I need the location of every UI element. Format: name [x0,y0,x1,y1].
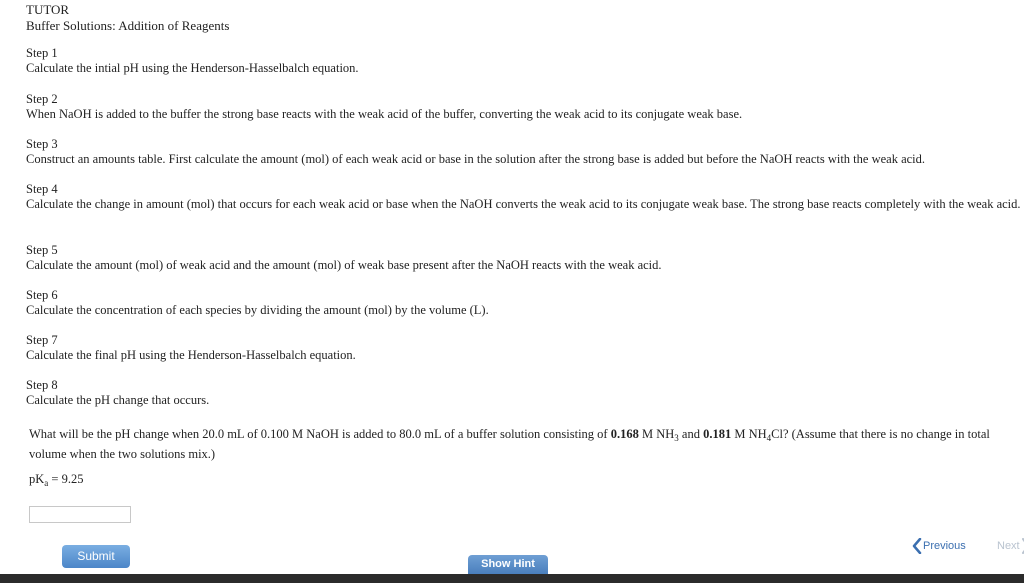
submit-button[interactable]: Submit [62,545,130,568]
step-label: Step 4 [26,182,58,196]
chevron-right-icon [1021,538,1024,554]
step-4 [26,182,1022,212]
question-part: and [678,427,704,441]
step-text: Calculate the concentration of each species by dividing the amount (mol) by the volume (L). [26,303,489,317]
next-button [997,538,1024,554]
step-text: Construct an amounts table. First calculate the amount (mol) of each weak acid or base in the solution after the strong base is added but before the NaOH reacts with the weak acid. [26,152,926,166]
step-5 [26,243,1022,273]
pka-symbol: pK [29,472,45,486]
question-part: What will be the pH change when 20.0 mL of 0.100 M NaOH is added to 80.0 mL of a buffer solution consisting of [29,427,611,441]
acid-subscript: 4 [766,433,772,443]
step-label: Step 2 [26,92,58,106]
tutor-subtitle: Buffer Solutions: Addition of Reagents [26,18,230,33]
step-3 [26,137,1022,167]
show-hint-button[interactable]: Show Hint [468,555,548,574]
step-6 [26,288,1022,318]
step-text: Calculate the pH change that occurs. [26,393,210,407]
question-text [29,424,1019,464]
question-part: Cl? (Assume that there is no change in total volume when the two solutions mix.) [29,427,990,461]
step-label: Step 1 [26,46,58,60]
step-1 [26,46,1022,76]
step-2 [26,92,1022,122]
step-label: Step 3 [26,137,58,151]
step-label: Step 6 [26,288,58,302]
step-text: When NaOH is added to the buffer the strong base reacts with the weak acid of the buffer, converting the weak acid to its conjugate weak base. [26,107,743,121]
pka-subscript: a [44,478,49,488]
pka-value [29,472,83,487]
acid-concentration: 0.181 [703,427,732,441]
chevron-left-icon [912,538,922,554]
previous-button[interactable] [912,538,966,554]
answer-input[interactable] [29,506,131,523]
base-concentration: 0.168 [610,427,639,441]
step-label: Step 7 [26,333,58,347]
step-text: Calculate the amount (mol) of weak acid and the amount (mol) of weak base present after the NaOH reacts with the weak acid. [26,258,662,272]
step-label: Step 8 [26,378,58,392]
base-subscript: 3 [674,433,679,443]
step-7 [26,333,1022,363]
question-part: M NH [638,427,675,441]
question-part: M NH [731,427,767,441]
step-text: Calculate the intial pH using the Henderson-Hasselbalch equation. [26,61,359,75]
next-label: Next [997,540,1020,552]
bottom-bar [0,574,1024,583]
step-text: Calculate the final pH using the Henderson-Hasselbalch equation. [26,348,356,362]
step-text: Calculate the change in amount (mol) that occurs for each weak acid or base when the NaOH converts the weak acid to its conjugate weak base. The strong base reacts completely with the weak acid. [26,197,1021,211]
tutor-header [26,2,229,34]
tutor-title: TUTOR [26,2,70,17]
step-8 [26,378,1022,408]
previous-label: Previous [923,540,966,552]
pka-number: = 9.25 [48,472,84,486]
step-label: Step 5 [26,243,58,257]
